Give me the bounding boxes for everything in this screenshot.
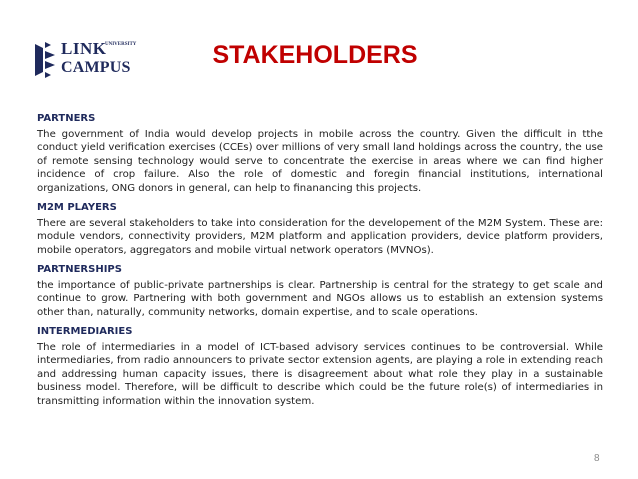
- logo-campus-text: CAMPUS: [61, 59, 131, 76]
- section-heading: PARTNERS: [37, 113, 96, 124]
- section-body: The role of intermediaries in a model of ICT-based advisory services continues to be controversial. While intermediaries, from radio announcers to private sector extension agents, are playing a role in extending reach and addressing human capacity issues, there is disagreement about what role they play in a sustainable business model. Therefore, will be difficult to describe which could be the future role(s) of intermediaries in transmitting information within the innovation system.: [37, 341, 603, 407]
- section-body: the importance of public-private partnerships is clear. Partnership is central for the strategy to get scale and continue to grow. Partnering with both government and NGOs allows us to establish an extension systems other than, naturally, community networks, domain expertise, and to scale operations.: [37, 279, 603, 318]
- slide-content: [37, 111, 603, 413]
- section-body: The government of India would develop projects in mobile across the country. Given the difficult in tthe conduct yield verification exercises (CCEs) over millions of very small land holdings across the country, the use of remote sensing technology would serve to concentrate the exercise in areas where we can find higher incidence of crop failure. Also the role of domestic and foregin financial institutions, international organizations, ONG donors in general, can help to finanancing this projects.: [37, 128, 603, 194]
- section-heading: M2M PLAYERS: [37, 202, 117, 213]
- slide-title: STAKEHOLDERS: [212, 41, 418, 69]
- logo-emblem-icon: [31, 40, 61, 80]
- section-m2m-players: [37, 200, 603, 257]
- link-campus-logo: [31, 38, 143, 82]
- logo-link-text: LINK: [61, 39, 107, 58]
- section-partnerships: [37, 262, 603, 319]
- section-intermediaries: [37, 324, 603, 408]
- section-body: There are several stakeholders to take into consideration for the developement of the M2M System. These are: module vendors, connectivity providers, M2M platform and application providers, device platform providers, mobile operators, aggregators and mobile virtual network operators (MVNOs).: [37, 217, 603, 256]
- page-number: 8: [594, 453, 600, 464]
- logo-university-text: UNIVERSITY: [105, 42, 137, 47]
- section-heading: PARTNERSHIPS: [37, 264, 122, 275]
- section-partners: [37, 111, 603, 195]
- section-heading: INTERMEDIARIES: [37, 326, 133, 337]
